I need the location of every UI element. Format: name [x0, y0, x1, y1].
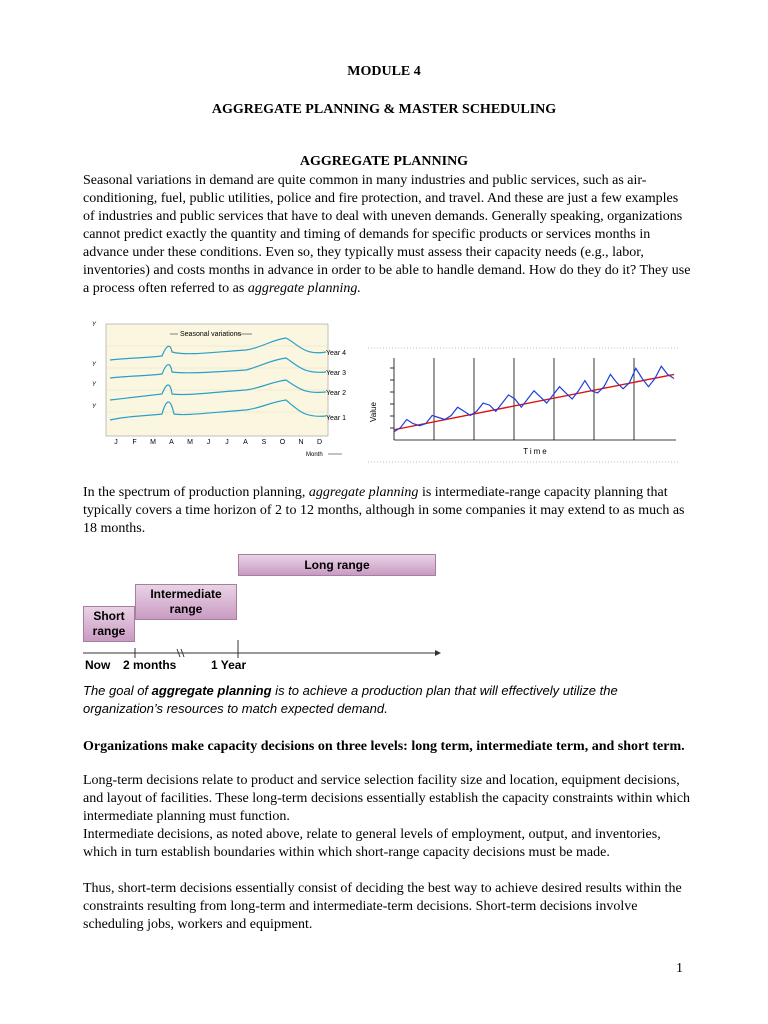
- page-number: 1: [676, 961, 683, 976]
- series-label-year1: Year 1: [326, 415, 346, 422]
- seasonal-annotation: Seasonal variations: [180, 331, 242, 338]
- section-heading: AGGREGATE PLANNING: [299, 154, 469, 169]
- month-tick-label: A: [169, 439, 174, 446]
- month-tick-label: N: [298, 439, 304, 446]
- month-tick-label: J: [225, 439, 229, 446]
- short-range-bar: Short range: [83, 606, 135, 642]
- long-range-bar: Long range: [238, 554, 436, 576]
- month-tick-label: M: [150, 439, 156, 446]
- month-tick-label: A: [243, 439, 248, 446]
- module-heading: MODULE 4: [347, 64, 421, 79]
- tick-1-year: 1 Year: [211, 658, 247, 672]
- levels-heading: Organizations make capacity decisions on three levels: long term, intermediate term, and short term.: [83, 739, 685, 754]
- month-tick-label: J: [206, 439, 211, 446]
- tick-2-months: 2 months: [123, 658, 177, 672]
- series-label-year2: Year 2: [326, 390, 346, 397]
- planning-range-chart: [83, 554, 443, 676]
- short-term-paragraph: Thus, short-term decisions essentially consist of deciding the best way to achieve desired results within the constraints resulting from long-term and intermediate-term decisions. Short-term decisions involve scheduling jobs, workers and equipment.: [83, 881, 682, 932]
- series-label-year3: Year 3: [326, 370, 346, 377]
- long-term-paragraph: Long-term decisions relate to product and service selection facility size and location, equipment decisions, and layout of facilities. These long-term decisions essentially establish the capacity constraints within which intermediate planning must function.: [83, 773, 691, 824]
- y-axis-label-4: Y: [92, 322, 97, 328]
- seasonal-variations-chart: [86, 316, 356, 462]
- goal-statement: The goal of aggregate planning is to achieve a production plan that will effectively utilize the organization’s resources to match expected demand.: [83, 683, 618, 716]
- month-tick-label: J: [114, 439, 118, 446]
- month-axis-label: Month: [306, 452, 323, 458]
- month-tick-label: F: [132, 439, 137, 446]
- aggregate-planning-term: aggregate planning: [308, 485, 419, 500]
- spectrum-paragraph: In the spectrum of production planning, aggregate planning is intermediate-range capacity planning that typically covers a time horizon of 2 to 12 months, although in some companies it may extend to as much as 18 months.: [83, 485, 685, 536]
- aggregate-planning-term: aggregate planning: [151, 683, 272, 698]
- month-tick-label: O: [279, 439, 286, 446]
- y-axis-label-1: Y: [92, 404, 97, 410]
- month-tick-label: M: [187, 439, 193, 446]
- document-title: AGGREGATE PLANNING & MASTER SCHEDULING: [211, 102, 557, 117]
- trend-chart: [364, 346, 684, 464]
- tick-now: Now: [85, 658, 111, 672]
- y-axis-label-3: Y: [92, 362, 97, 368]
- series-label-year4: Year 4: [326, 350, 346, 357]
- month-tick-label: D: [316, 439, 323, 446]
- trend-line: [394, 374, 674, 429]
- month-tick-label: S: [261, 439, 267, 446]
- value-axis-label: Value: [369, 402, 378, 422]
- intro-paragraph: Seasonal variations in demand are quite common in many industries and public services, such as air-conditioning, fuel, public utilities, police and fire protection, and travel. And these are just a few examples of industries and public services that have to deal with uneven demands. Generally speaking, organizations cannot predict exactly the quantity and timing of demands for specific products or services months in advance under these conditions. Even so, they typically must assess their capacity needs (e.g., labor, inventories) and costs months in advance in order to be able to handle demand. How do they do it? They use a process often referred to as aggregate planning.: [83, 173, 691, 296]
- y-axis-label-2: Y: [92, 382, 97, 388]
- time-axis-label: Time: [523, 447, 549, 456]
- aggregate-planning-term: aggregate planning.: [247, 281, 361, 296]
- intermediate-range-bar: Intermediate range: [135, 584, 237, 620]
- intermediate-paragraph: Intermediate decisions, as noted above, relate to general levels of employment, output, and inventories, which in turn establish boundaries within which short-range capacity decisions must be made.: [83, 827, 661, 860]
